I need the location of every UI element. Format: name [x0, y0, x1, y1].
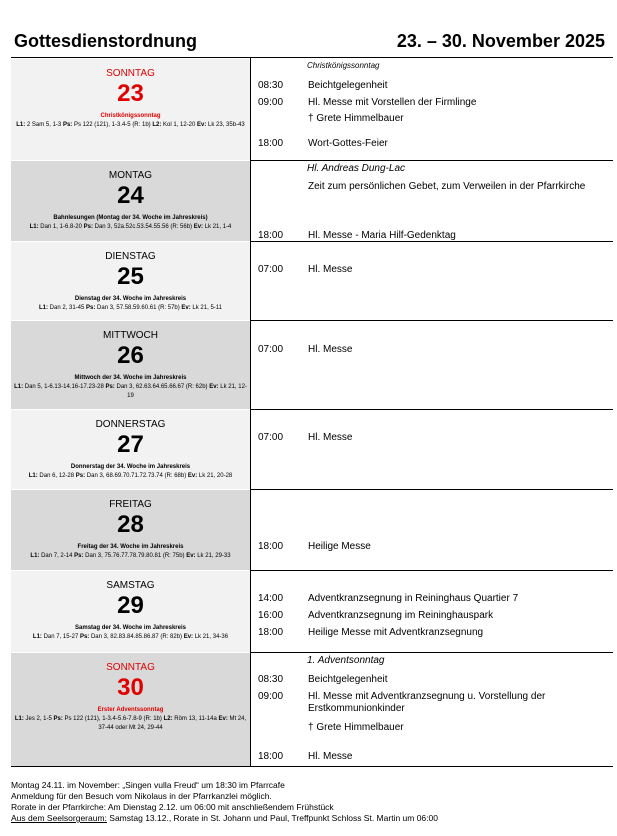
reading-ref: Dan 7, 15-27 — [41, 634, 80, 640]
readings — [11, 633, 250, 642]
day-number: 28 — [117, 511, 144, 538]
weekday-label: SONNTAG — [106, 662, 155, 673]
row-divider — [251, 570, 613, 571]
reading-ref: Dan 3, 62.63.64.65.66.67 (R: 62b) — [114, 384, 210, 390]
event-description: Beichtgelegenheit — [308, 674, 388, 685]
weekday-label: MITTWOCH — [103, 330, 158, 341]
readings — [11, 121, 250, 130]
reading-ref: Mt 24, 37-44 oder Mt 24, 29-44 — [98, 716, 247, 731]
reading-label: Ev: — [218, 716, 228, 722]
liturgical-day: Mittwoch der 34. Woche im Jahreskreis — [74, 375, 187, 381]
event-description: Zeit zum persönlichen Gebet, zum Verweilen in der Pfarrkirche — [308, 181, 586, 192]
liturgical-day: Erster Adventssonntag — [97, 707, 164, 713]
reading-ref: Dan 6, 12-28 — [37, 473, 76, 479]
liturgical-day: Donnerstag der 34. Woche im Jahreskreis — [70, 464, 191, 470]
reading-ref: Kol 1, 12-20 — [161, 122, 198, 128]
reading-label: L1: — [38, 305, 48, 311]
liturgical-day: Christkönigssonntag — [100, 113, 161, 119]
event-time: 09:00 — [258, 691, 284, 702]
note-line: Montag 24.11. im November: „Singen vulla Freud“ um 18:30 im Pfarrcafe — [11, 780, 285, 790]
event-time: 18:00 — [258, 751, 284, 762]
note-line — [11, 813, 438, 824]
readings — [11, 223, 250, 232]
day-cell — [11, 242, 250, 320]
reading-label: Ps: — [75, 473, 86, 479]
day-number: 23 — [117, 80, 144, 107]
reading-ref: Jes 2, 1-5 — [23, 716, 54, 722]
row-divider — [251, 489, 613, 490]
event-time: 14:00 — [258, 593, 284, 604]
row-divider — [251, 320, 613, 321]
reading-ref: Dan 3, 52a.52c.53.54.55.56 (R: 56b) — [92, 224, 194, 230]
liturgical-day: Samstag der 34. Woche im Jahreskreis — [75, 625, 186, 631]
reading-label: Ps: — [86, 305, 96, 311]
day-number: 26 — [117, 342, 144, 369]
event-time: 18:00 — [258, 627, 284, 638]
event-time: 18:00 — [258, 230, 284, 241]
row-divider — [251, 409, 613, 410]
row-divider — [251, 241, 613, 242]
event-description: † Grete Himmelbauer — [308, 113, 404, 124]
reading-ref: Ps 122 (121), 1-3.4-5 (R: 1b) — [72, 122, 153, 128]
reading-ref: Dan 3, 82.83.84.85.86.87 (R: 82b) — [89, 634, 184, 640]
readings — [11, 472, 250, 481]
reading-ref: Dan 3, 68.69.70.71.72.73.74 (R: 68b) — [85, 473, 188, 479]
reading-label: Ev: — [187, 473, 198, 479]
event-description: Hl. Messe - Maria Hilf-Gedenktag — [308, 230, 456, 241]
feast-title: Hl. Andreas Dung-Lac — [307, 163, 406, 174]
row-divider — [251, 160, 613, 161]
event-description: Heilige Messe mit Adventkranzsegnung — [308, 627, 484, 638]
event-description: Hl. Messe — [308, 344, 353, 355]
note-line: Anmeldung für den Besuch vom Nikolaus in der Pfarrkanzlei möglich. — [11, 791, 272, 801]
reading-ref: Röm 13, 11-14a — [172, 716, 219, 722]
weekday-label: MONTAG — [108, 170, 153, 181]
liturgical-day: Bahnlesungen (Montag der 34. Woche im Jahreskreis) — [53, 215, 208, 221]
event-time: 07:00 — [258, 344, 284, 355]
reading-label: L1: — [29, 224, 39, 230]
reading-label: Ev: — [183, 634, 194, 640]
event-time: 07:00 — [258, 432, 284, 443]
day-cell — [11, 410, 250, 489]
page-title: Gottesdienstordnung — [14, 31, 197, 51]
event-description: Adventkranzsegnung im Reininghauspark — [308, 610, 494, 621]
reading-ref: 2 Sam 5, 1-3 — [25, 122, 63, 128]
weekday-label: DONNERSTAG — [95, 419, 166, 430]
reading-ref: Lk 23, 35b-43 — [206, 122, 245, 128]
reading-label: L1: — [16, 122, 26, 128]
reading-ref: Ps 122 (121), 1-3.4-5.6-7.8-9 (R: 1b) — [62, 716, 164, 722]
reading-label: Ps: — [83, 224, 93, 230]
day-number: 27 — [117, 431, 144, 458]
reading-label: L1: — [30, 553, 40, 559]
weekday-label: SAMSTAG — [106, 580, 155, 591]
reading-ref: Lk 21, 1-4 — [203, 224, 232, 230]
reading-ref: Dan 7, 2-14 — [39, 553, 75, 559]
event-time: 08:30 — [258, 674, 284, 685]
event-description: Heilige Messe — [308, 541, 371, 552]
event-time: 16:00 — [258, 610, 284, 621]
reading-ref: Lk 21, 20-28 — [197, 473, 233, 479]
reading-label: L1: — [32, 634, 42, 640]
note-label: Aus dem Seelsorgeraum: — [11, 813, 107, 823]
reading-label: Ev: — [193, 224, 204, 230]
event-description: Beichtgelegenheit — [308, 80, 388, 91]
event-description: Hl. Messe — [308, 264, 353, 275]
readings — [11, 552, 250, 561]
event-time: 08:30 — [258, 80, 284, 91]
weekday-label: FREITAG — [109, 499, 152, 510]
event-time: 18:00 — [258, 541, 284, 552]
reading-label: L1: — [14, 716, 24, 722]
readings — [11, 383, 250, 401]
feast-title: 1. Adventsonntag — [307, 655, 385, 666]
reading-ref: Dan 2, 31-45 — [47, 305, 87, 311]
table-bottom-border — [11, 766, 613, 767]
reading-label: Ps: — [74, 553, 84, 559]
reading-label: Ps: — [53, 716, 63, 722]
day-cell — [11, 161, 250, 241]
readings — [11, 304, 250, 313]
reading-label: Ev: — [197, 122, 207, 128]
event-time: 09:00 — [258, 97, 284, 108]
row-divider — [251, 652, 613, 653]
day-cell — [11, 321, 250, 409]
reading-label: Ev: — [181, 305, 191, 311]
day-number: 24 — [117, 182, 144, 209]
day-number: 25 — [117, 263, 144, 290]
reading-label: L2: — [163, 716, 173, 722]
day-cell — [11, 490, 250, 570]
note-line: Rorate in der Pfarrkirche: Am Dienstag 2.12. um 06:00 mit anschließendem Frühstück — [11, 802, 334, 812]
note-text: Samstag 13.12., Rorate in St. Johann und Paul, Treffpunkt Schloss St. Martin um 06:00 — [106, 813, 438, 823]
reading-ref: Dan 3, 57.58.59.60.61 (R: 57b) — [95, 305, 182, 311]
header-divider — [11, 57, 613, 58]
reading-label: L1: — [28, 473, 38, 479]
day-cell — [11, 59, 250, 160]
readings — [11, 715, 250, 733]
day-number: 30 — [117, 674, 144, 701]
event-description: Wort-Gottes-Feier — [308, 138, 388, 149]
reading-label: Ev: — [186, 553, 196, 559]
event-description: Hl. Messe mit Adventkranzsegnung u. Vorstellung der Erstkommunionkinder — [308, 691, 546, 714]
liturgical-day: Dienstag der 34. Woche im Jahreskreis — [74, 296, 187, 302]
notes — [11, 780, 438, 824]
date-range: 23. – 30. November 2025 — [396, 31, 605, 51]
reading-label: L2: — [152, 122, 162, 128]
event-time: 18:00 — [258, 138, 284, 149]
reading-ref: Lk 21, 12-19 — [127, 384, 247, 399]
column-divider — [250, 58, 251, 767]
reading-label: Ps: — [105, 384, 115, 390]
reading-ref: Dan 3, 75.76.77.78.79.80.81 (R: 75b) — [83, 553, 187, 559]
reading-label: Ev: — [209, 384, 219, 390]
feast-title: Christkönigssonntag — [307, 61, 380, 70]
reading-ref: Dan 5, 1-6.13-14.16-17.23-28 — [23, 384, 106, 390]
reading-ref: Lk 21, 5-11 — [190, 305, 223, 311]
weekday-label: DIENSTAG — [105, 251, 156, 262]
day-number: 29 — [117, 592, 144, 619]
event-description: Hl. Messe mit Vorstellen der Firmlinge — [308, 97, 477, 108]
reading-ref: Lk 21, 29-33 — [195, 553, 231, 559]
liturgical-day: Freitag der 34. Woche im Jahreskreis — [77, 544, 184, 550]
event-description: Adventkranzsegnung in Reininghaus Quartier 7 — [308, 593, 519, 604]
day-cell — [11, 653, 250, 766]
event-time: 07:00 — [258, 264, 284, 275]
weekday-label: SONNTAG — [106, 68, 155, 79]
reading-ref: Dan 1, 1-6.8-20 — [38, 224, 84, 230]
reading-label: Ps: — [79, 634, 90, 640]
reading-label: L1: — [14, 384, 24, 390]
event-description: Hl. Messe — [308, 751, 353, 762]
reading-label: Ps: — [62, 122, 73, 128]
day-cell — [11, 571, 250, 652]
event-description: † Grete Himmelbauer — [308, 722, 404, 733]
event-description: Hl. Messe — [308, 432, 353, 443]
reading-ref: Lk 21, 34-36 — [193, 634, 229, 640]
